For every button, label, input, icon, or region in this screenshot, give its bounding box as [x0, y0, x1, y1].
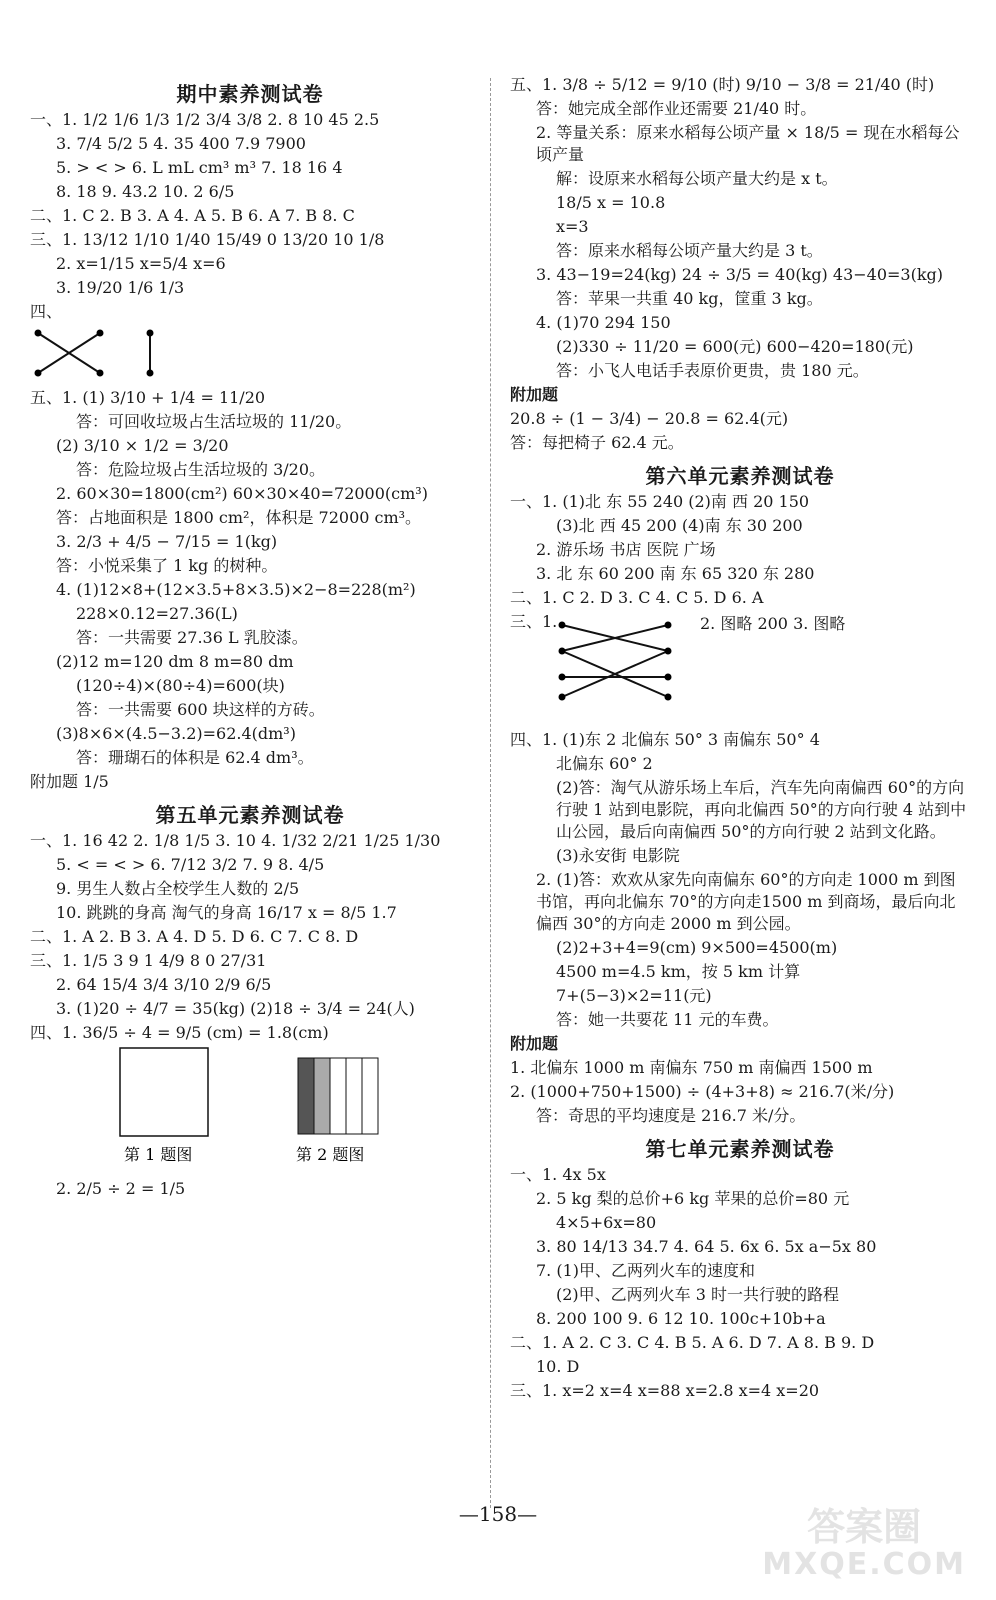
answer-line: 北偏东 60° 2: [556, 754, 653, 773]
answer-line: 答：一共需要 27.36 L 乳胶漆。: [76, 628, 308, 647]
answer-line: 三、1. 1/5 3 9 1 4/9 8 0 27/31: [30, 951, 267, 970]
answer-line: 3. (1)20 ÷ 4/7 = 35(kg) (2)18 ÷ 3/4 = 24(人): [56, 999, 415, 1018]
answer-line: 答：小飞人电话手表原价更贵，贵 180 元。: [556, 361, 869, 380]
answer-line: 四、: [30, 302, 63, 321]
answer-line: 1. 北偏东 1000 m 南偏东 750 m 南偏西 1500 m: [510, 1058, 873, 1077]
answer-line: 4. (1)12×8+(12×3.5+8×3.5)×2−8=228(m²): [56, 580, 416, 599]
answer-line: (3)8×6×(4.5−3.2)=62.4(dm³): [56, 724, 296, 743]
answer-line: 二、1. A 2. C 3. C 4. B 5. A 6. D 7. A 8. B 9. D: [510, 1333, 875, 1352]
answer-line: x=3: [556, 217, 589, 236]
answer-line: 3. 7/4 5/2 5 4. 35 400 7.9 7900: [56, 134, 306, 153]
watermark-logo: [762, 1505, 966, 1584]
answer-line: 10. D: [536, 1357, 580, 1376]
answer-line: 2. (1)答：欢欢从家先向南偏东 60°的方向走 1000 m 到图书馆，再向北偏东 70°的方向走1500 m 到商场，最后向北偏西 30°的方向走 2000 m 到公园。: [536, 870, 956, 933]
answer-line: 一、1. 4x 5x: [510, 1165, 606, 1184]
answer-line: 2. 60×30=1800(cm²) 60×30×40=72000(cm³): [56, 484, 428, 503]
answer-line: 4500 m=4.5 km，按 5 km 计算: [556, 962, 801, 981]
left-column: [30, 72, 470, 1202]
answer-line: 10. 跳跳的身高 淘气的身高 16/17 x = 8/5 1.7: [56, 903, 397, 922]
answer-line: 附加题: [510, 385, 559, 404]
answer-line: (2) 3/10 × 1/2 = 3/20: [56, 436, 229, 455]
answer-line: 三、1. 13/12 1/10 1/40 15/49 0 13/20 10 1/8: [30, 230, 385, 249]
answer-line: 二、1. A 2. B 3. A 4. D 5. D 6. C 7. C 8. D: [30, 927, 359, 946]
answer-line: 答：危险垃圾占生活垃圾的 3/20。: [76, 460, 326, 479]
answer-line: 2. x=1/15 x=5/4 x=6: [56, 254, 226, 273]
answer-line: 8. 200 100 9. 6 12 10. 100c+10b+a: [536, 1309, 826, 1328]
answer-line: 一、1. 1/2 1/6 1/3 1/2 3/4 3/8 2. 8 10 45 2.5: [30, 110, 380, 129]
answer-line: 3. 43−19=24(kg) 24 ÷ 3/5 = 40(kg) 43−40=3(kg): [536, 265, 944, 284]
answer-line: 2. 64 15/4 3/4 3/10 2/9 6/5: [56, 975, 272, 994]
answer-line: 4×5+6x=80: [556, 1213, 657, 1232]
answer-line: 7+(5−3)×2=11(元): [556, 986, 712, 1005]
answer-line: 2. 5 kg 梨的总价+6 kg 苹果的总价=80 元: [536, 1189, 850, 1208]
answer-line: 一、1. 16 42 2. 1/8 1/5 3. 10 4. 1/32 2/21 1/25 1/30: [30, 831, 441, 850]
figure-note: 2. 图略 200 3. 图略: [700, 614, 846, 633]
watermark-url: MXQE.COM: [762, 1547, 966, 1582]
answer-line: 5. < = < > 6. 7/12 3/2 7. 9 8. 4/5: [56, 855, 325, 874]
answer-line: 答：可回收垃圾占生活垃圾的 11/20。: [76, 412, 352, 431]
answer-line: 答：原来水稻每公顷产量大约是 3 t。: [556, 241, 823, 260]
section-title: 期中素养测试卷: [176, 82, 324, 106]
answer-line: 附加题 1/5: [30, 772, 109, 791]
answer-line: 二、1. C 2. B 3. A 4. A 5. B 6. A 7. B 8. C: [30, 206, 355, 225]
answer-line: 解：设原来水稻每公顷产量大约是 x t。: [556, 169, 838, 188]
answer-line: 4. (1)70 294 150: [536, 313, 671, 332]
column-divider: [490, 78, 491, 1508]
answer-line: 四、1. 36/5 ÷ 4 = 9/5 (cm) = 1.8(cm): [30, 1023, 329, 1042]
answer-line: 答：小悦采集了 1 kg 的树种。: [56, 556, 278, 575]
answer-line: (120÷4)×(80÷4)=600(块): [76, 676, 285, 695]
answer-line: 9. 男生人数占全校学生人数的 2/5: [56, 879, 300, 898]
page-number: —158—: [458, 1502, 538, 1526]
answer-line: 3. 80 14/13 34.7 4. 64 5. 6x 6. 5x a−5x 80: [536, 1237, 877, 1256]
answer-line: 2. 游乐场 书店 医院 广场: [536, 540, 716, 559]
answer-line: 答：她完成全部作业还需要 21/40 时。: [536, 99, 817, 118]
answer-line: 三、1.: [510, 612, 558, 631]
answer-line: 五、1. 3/8 ÷ 5/12 = 9/10 (时) 9/10 − 3/8 = 21/40 (时): [510, 75, 935, 94]
answer-line: 5. > < > 6. L mL cm³ m³ 7. 18 16 4: [56, 158, 343, 177]
answer-line: 四、1. (1)东 2 北偏东 50° 3 南偏东 50° 4: [510, 730, 820, 749]
answer-line: (2)答：淘气从游乐场上车后，汽车先向南偏西 60°的方向行驶 1 站到电影院，再向北偏西 50°的方向行驶 4 站到中山公园，最后向南偏西 50°的方向行驶 2 站到文化路。: [556, 778, 967, 841]
answer-line: 3. 2/3 + 4/5 − 7/15 = 1(kg): [56, 532, 278, 551]
answer-line: 答：她一共要花 11 元的车费。: [556, 1010, 779, 1029]
matching-lines-figure: [30, 325, 190, 385]
answer-line: 答：苹果一共重 40 kg，筐重 3 kg。: [556, 289, 823, 308]
right-column: [510, 72, 970, 1404]
section-title: 第七单元素养测试卷: [645, 1137, 835, 1161]
answer-line: 附加题: [510, 1034, 559, 1053]
answer-line: (3)永安街 电影院: [556, 846, 680, 865]
answer-line: 2. 等量关系：原来水稻每公顷产量 × 18/5 = 现在水稻每公顷产量: [536, 123, 960, 164]
answer-line: 8. 18 9. 43.2 10. 2 6/5: [56, 182, 235, 201]
answer-line: 二、1. C 2. D 3. C 4. C 5. D 6. A: [510, 588, 764, 607]
square-diagrams: [118, 1046, 438, 1176]
answer-line: (2)甲、乙两列火车 3 时一共行驶的路程: [556, 1285, 840, 1304]
answer-line: 五、1. (1) 3/10 + 1/4 = 11/20: [30, 388, 266, 407]
answer-line: 答：奇思的平均速度是 216.7 米/分。: [536, 1106, 806, 1125]
answer-line: 答：一共需要 600 块这样的方砖。: [76, 700, 325, 719]
answer-line: 3. 北 东 60 200 南 东 65 320 东 280: [536, 564, 815, 583]
answer-line: 20.8 ÷ (1 − 3/4) − 20.8 = 62.4(元): [510, 409, 789, 428]
watermark-text: 答案圈: [807, 1505, 922, 1549]
answer-line: 答：每把椅子 62.4 元。: [510, 433, 684, 452]
section-title: 第五单元素养测试卷: [155, 803, 345, 827]
answer-line: 一、1. (1)北 东 55 240 (2)南 西 20 150: [510, 492, 810, 511]
figure-1-label: 第 1 题图: [124, 1145, 193, 1164]
figure-2-label: 第 2 题图: [296, 1145, 365, 1164]
answer-line: 答：占地面积是 1800 cm²，体积是 72000 cm³。: [56, 508, 422, 527]
answer-line: 答：珊瑚石的体积是 62.4 dm³。: [76, 748, 314, 767]
answer-line: 18/5 x = 10.8: [556, 193, 666, 212]
answer-line: 3. 19/20 1/6 1/3: [56, 278, 185, 297]
answer-line: (2)12 m=120 dm 8 m=80 dm: [56, 652, 294, 671]
answer-line: 三、1. x=2 x=4 x=88 x=2.8 x=4 x=20: [510, 1381, 820, 1400]
direction-matching-figure: [556, 617, 686, 709]
section-title: 第六单元素养测试卷: [645, 464, 835, 488]
answer-line: 2. (1000+750+1500) ÷ (4+3+8) ≈ 216.7(米/分): [510, 1082, 895, 1101]
answer-line: 2. 2/5 ÷ 2 = 1/5: [56, 1179, 186, 1198]
answer-line: 7. (1)甲、乙两列火车的速度和: [536, 1261, 756, 1280]
answer-line: (2)2+3+4=9(cm) 9×500=4500(m): [556, 938, 838, 957]
answer-line: 228×0.12=27.36(L): [76, 604, 238, 623]
answer-line: (2)330 ÷ 11/20 = 600(元) 600−420=180(元): [556, 337, 914, 356]
answer-line: (3)北 西 45 200 (4)南 东 30 200: [556, 516, 803, 535]
